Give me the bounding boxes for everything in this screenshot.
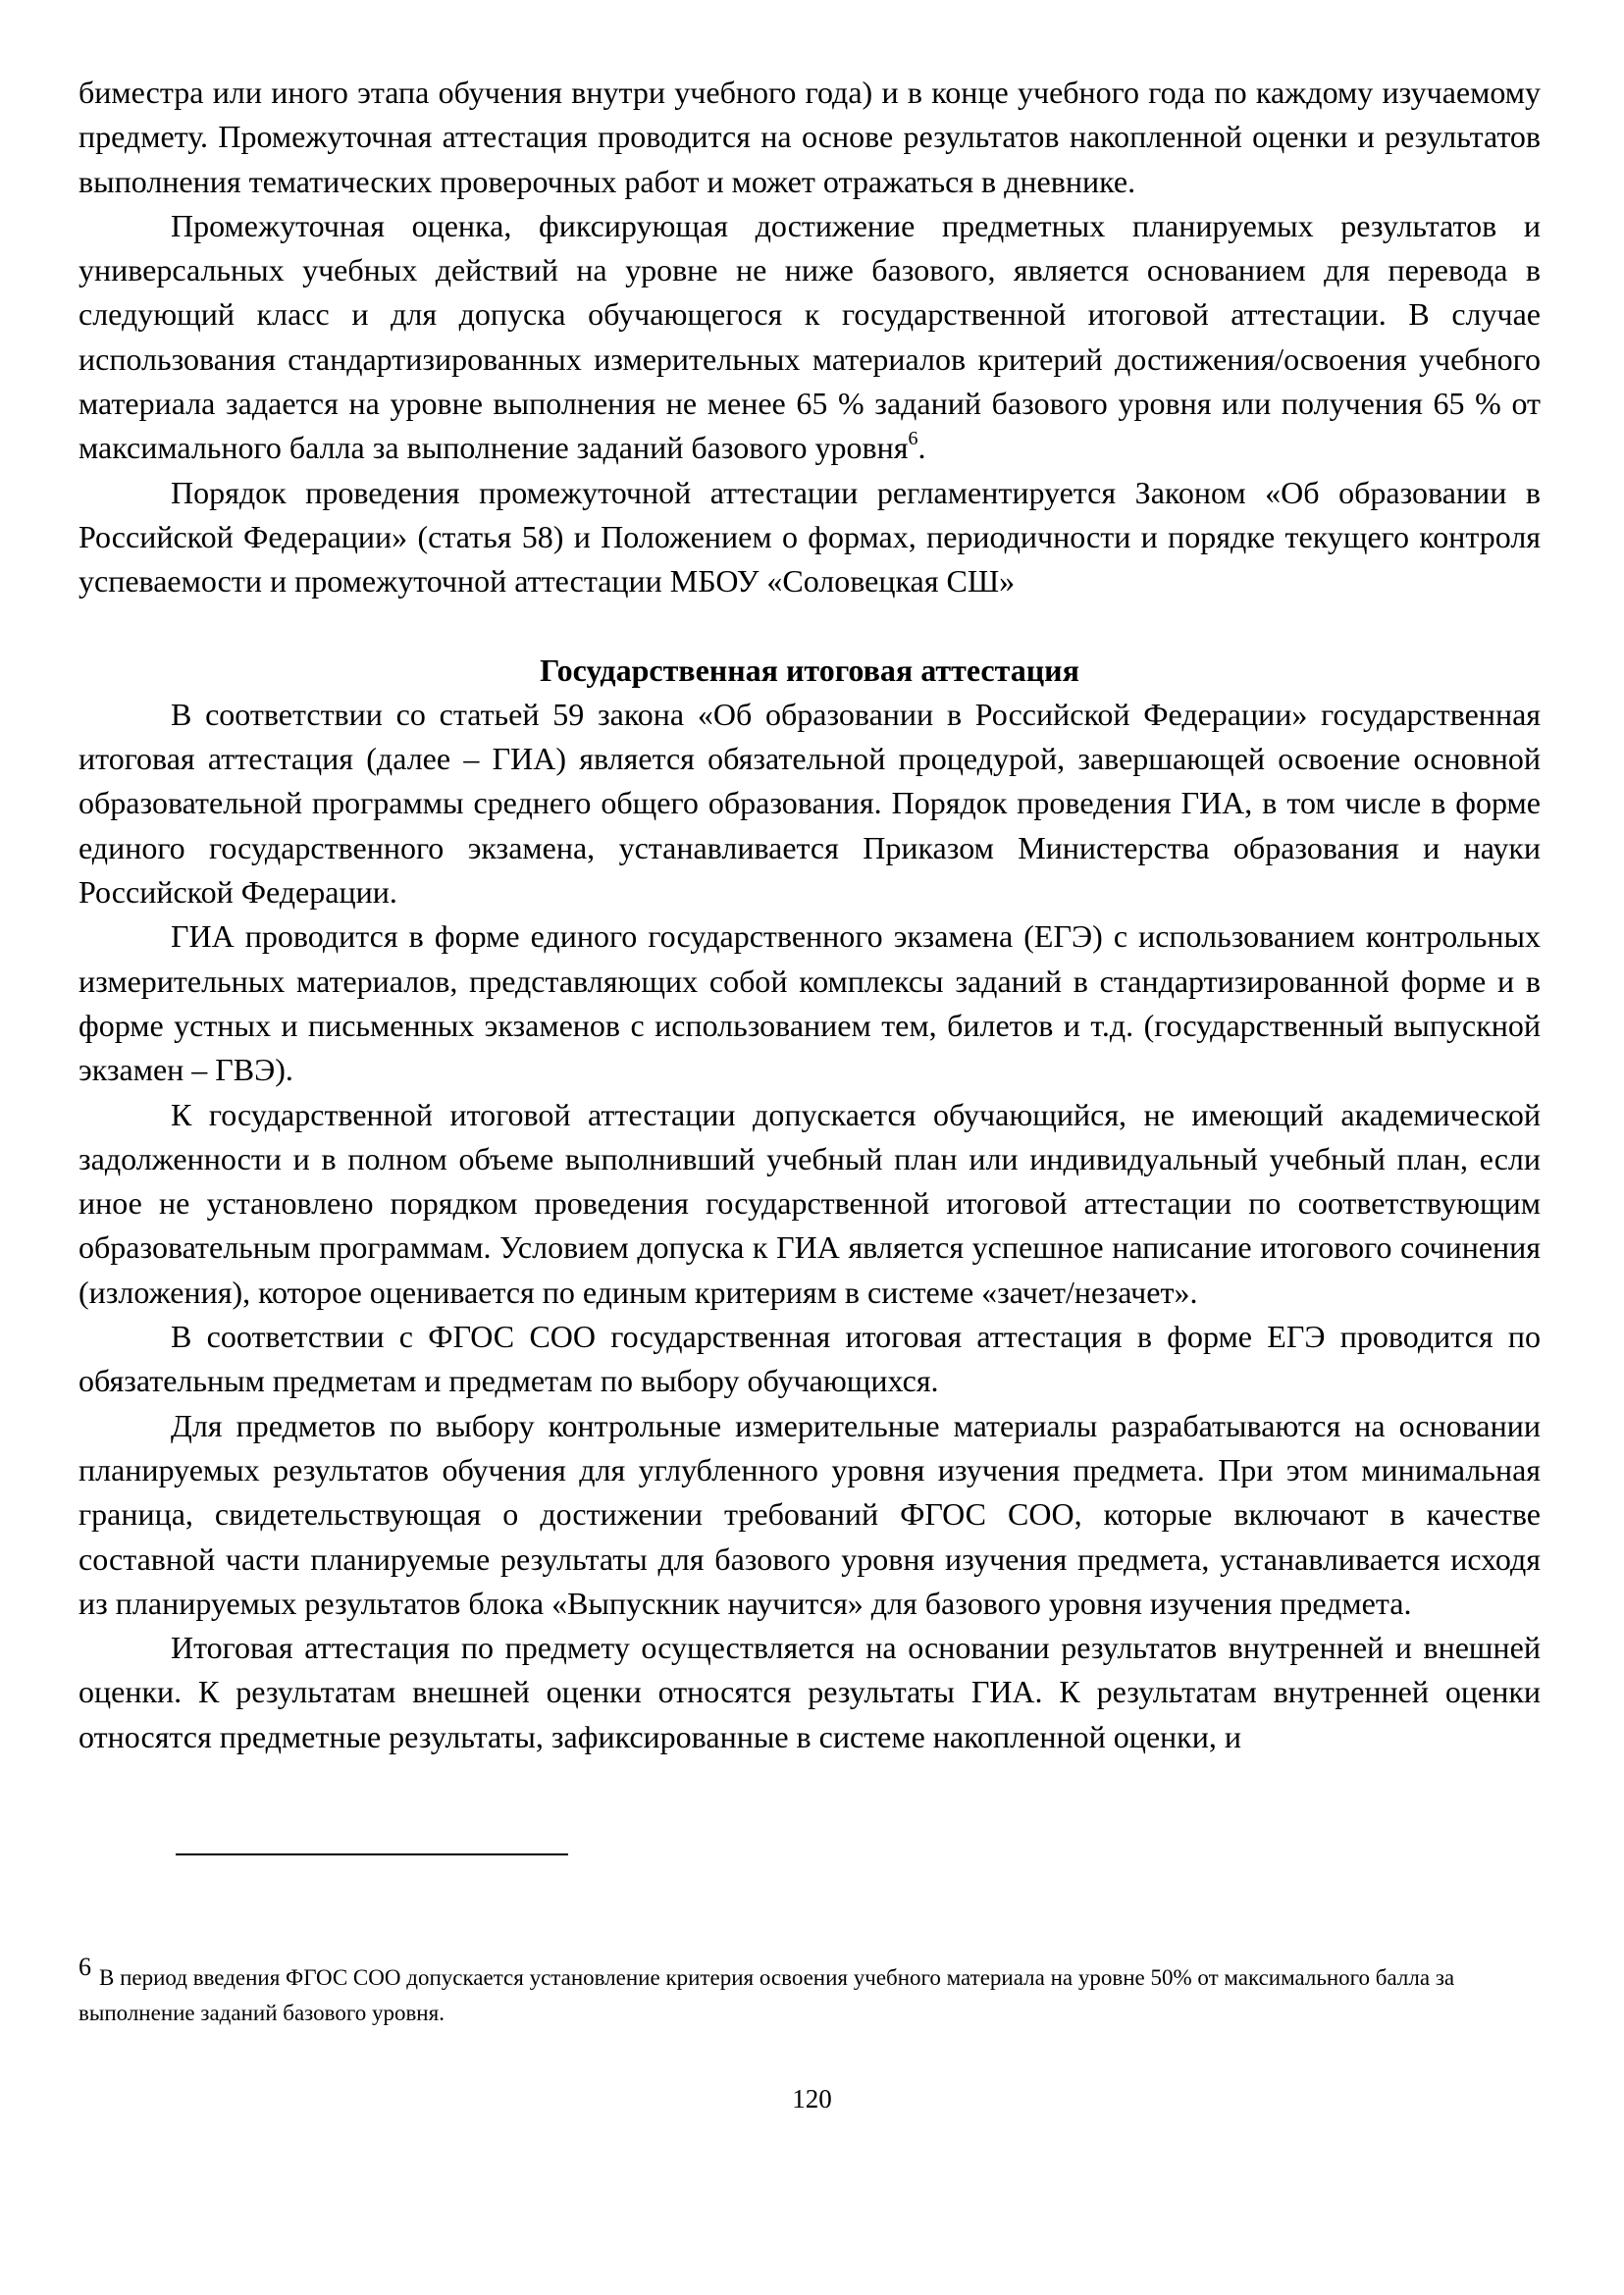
paragraph-gia-definition: В соответствии со статьей 59 закона «Об образовании в Российской Федерации» государственная итоговая аттестация (далее – ГИА) является обязательной процедурой, завершающей освоение основной образовательной программы среднего общего образования. Порядок проведения ГИА, в том числе в форме единого государственного экзамена, устанавливается Приказом Министерства образования и науки Российской Федерации. bbox=[79, 696, 1541, 911]
footnote-separator bbox=[176, 1853, 568, 1855]
paragraph-text: Промежуточная оценка, фиксирующая достижение предметных планируемых результатов и универсальных учебных действий на уровне не ниже базового, является основанием для перевода в следующий класс и для допуска обучающегося к государственной итоговой аттестации. В случае использования стандартизированных измерительных материалов критерий достижения/освоения учебного материала задается на уровне выполнения не менее 65 % заданий базового уровня или получения 65 % от максимального балла за выполнение заданий базового уровня bbox=[79, 207, 1541, 466]
paragraph-continuation: биместра или иного этапа обучения внутри учебного года) и в конце учебного года по каждому изучаемому предмету. Промежуточная аттестация проводится на основе результатов накопленной оценки и результатов выполнения тематических проверочных работ и может отражаться в дневнике. bbox=[79, 75, 1541, 199]
paragraph-gia-admission: К государственной итоговой аттестации допускается обучающийся, не имеющий академической задолженности и в полном объеме выполнивший учебный план или индивидуальный учебный план, если иное не установлено порядком проведения государственной итоговой аттестации по соответствующим образовательным программам. Условием допуска к ГИА является успешное написание итогового сочинения (изложения), которое оценивается по единым критериям в системе «зачет/незачет». bbox=[79, 1096, 1541, 1310]
footnote-number: 6 bbox=[79, 1953, 91, 1981]
footnote-text: В период введения ФГОС СОО допускается установление критерия освоения учебного материала на уровне 50% от максимального балла за выполнение заданий базового уровня. bbox=[79, 1965, 1455, 2025]
page-number: 120 bbox=[792, 2084, 832, 2113]
paragraph-final-assessment: Итоговая аттестация по предмету осуществляется на основании результатов внутренней и внешней оценки. К результатам внешней оценки относятся результаты ГИА. К результатам внутренней оценки относятся предметные результаты, зафиксированные в системе накопленной оценки, и bbox=[79, 1630, 1541, 1754]
footnote-reference[interactable]: 6 bbox=[908, 428, 918, 450]
body-text bbox=[79, 71, 1541, 1759]
paragraph-assessment-procedure: Порядок проведения промежуточной аттестации регламентируется Законом «Об образовании в Российской Федерации» (статья 58) и Положением о формах, периодичности и порядке текущего контроля успеваемости и промежуточной аттестации МБОУ «Соловецкая СШ» bbox=[79, 474, 1541, 600]
paragraph-elective-subjects: Для предметов по выбору контрольные измерительные материалы разрабатываются на основании планируемых результатов обучения для углубленного уровня изучения предмета. При этом минимальная граница, свидетельствующая о достижении требований ФГОС СОО, которые включают в качестве составной части планируемые результаты для базового уровня изучения предмета, устанавливается исходя из планируемых результатов блока «Выпускник научится» для базового уровня изучения предмета. bbox=[79, 1407, 1541, 1621]
sentence-end-punctuation: . bbox=[917, 430, 926, 466]
paragraph-gia-forms: ГИА проводится в форме единого государственного экзамена (ЕГЭ) с использованием контрольных измерительных материалов, представляющих собой комплексы заданий в стандартизированной форме и в форме устных и письменных экзаменов с использованием тем, билетов и т.д. (государственный выпускной экзамен – ГВЭ). bbox=[79, 918, 1541, 1088]
footnote bbox=[79, 1953, 1541, 2031]
section-heading: Государственная итоговая аттестация bbox=[540, 652, 1079, 688]
paragraph-gia-subjects: В соответствии с ФГОС СОО государственная итоговая аттестация в форме ЕГЭ проводится по обязательным предметам и предметам по выбору обучающихся. bbox=[79, 1319, 1541, 1399]
paragraph-intermediate-assessment bbox=[79, 204, 1541, 471]
